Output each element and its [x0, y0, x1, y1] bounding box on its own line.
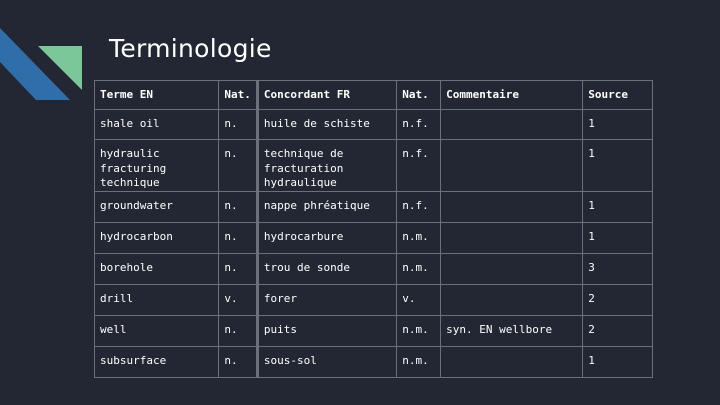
cell-source: 2: [583, 316, 653, 347]
table-row: [95, 110, 653, 140]
cell-commentaire: [441, 192, 583, 223]
cell-commentaire: [441, 140, 583, 192]
header-term-en: Terme EN: [95, 81, 219, 110]
cell-commentaire: [441, 347, 583, 378]
cell-nat-en: n.: [219, 192, 258, 223]
cell-commentaire: [441, 110, 583, 140]
table-row: [95, 192, 653, 223]
cell-concordant-fr: sous-sol: [257, 347, 396, 378]
header-commentaire: Commentaire: [441, 81, 583, 110]
cell-nat-fr: n.m.: [397, 223, 441, 254]
cell-nat-fr: n.m.: [397, 316, 441, 347]
cell-term-en: groundwater: [95, 192, 219, 223]
cell-term-en: shale oil: [95, 110, 219, 140]
table-row: [95, 140, 653, 192]
cell-commentaire: [441, 254, 583, 285]
cell-source: 1: [583, 192, 653, 223]
cell-concordant-fr: hydrocarbure: [257, 223, 396, 254]
table-row: [95, 254, 653, 285]
table-header-row: [95, 81, 653, 110]
cell-nat-fr: n.f.: [397, 110, 441, 140]
header-nat-fr: Nat.: [397, 81, 441, 110]
cell-nat-fr: n.f.: [397, 192, 441, 223]
table-row: [95, 223, 653, 254]
cell-source: 1: [583, 223, 653, 254]
cell-term-en: well: [95, 316, 219, 347]
cell-concordant-fr: nappe phréatique: [257, 192, 396, 223]
cell-term-en: subsurface: [95, 347, 219, 378]
cell-nat-en: n.: [219, 347, 258, 378]
cell-source: 1: [583, 110, 653, 140]
cell-term-en: hydrocarbon: [95, 223, 219, 254]
cell-term-en: hydraulic fracturing technique: [95, 140, 219, 192]
cell-commentaire: [441, 223, 583, 254]
cell-concordant-fr: forer: [257, 285, 396, 316]
table-row: [95, 316, 653, 347]
cell-nat-en: n.: [219, 140, 258, 192]
cell-nat-en: n.: [219, 223, 258, 254]
cell-term-en: borehole: [95, 254, 219, 285]
table-row: [95, 285, 653, 316]
cell-concordant-fr: trou de sonde: [257, 254, 396, 285]
header-nat-en: Nat.: [219, 81, 258, 110]
cell-commentaire: [441, 285, 583, 316]
corner-decoration-icon: [0, 0, 90, 100]
cell-source: 2: [583, 285, 653, 316]
cell-concordant-fr: technique de fracturation hydraulique: [257, 140, 396, 192]
header-source: Source: [583, 81, 653, 110]
cell-nat-fr: n.m.: [397, 254, 441, 285]
table-row: [95, 347, 653, 378]
cell-nat-fr: v.: [397, 285, 441, 316]
cell-nat-fr: n.m.: [397, 347, 441, 378]
header-concordant-fr: Concordant FR: [257, 81, 396, 110]
cell-nat-en: n.: [219, 316, 258, 347]
terminology-table: [94, 80, 653, 378]
cell-commentaire: syn. EN wellbore: [441, 316, 583, 347]
cell-concordant-fr: huile de schiste: [257, 110, 396, 140]
slide-title: Terminologie: [109, 34, 272, 63]
cell-source: 1: [583, 140, 653, 192]
cell-nat-en: n.: [219, 110, 258, 140]
cell-source: 1: [583, 347, 653, 378]
cell-source: 3: [583, 254, 653, 285]
cell-term-en: drill: [95, 285, 219, 316]
cell-concordant-fr: puits: [257, 316, 396, 347]
cell-nat-en: v.: [219, 285, 258, 316]
cell-nat-en: n.: [219, 254, 258, 285]
cell-nat-fr: n.f.: [397, 140, 441, 192]
